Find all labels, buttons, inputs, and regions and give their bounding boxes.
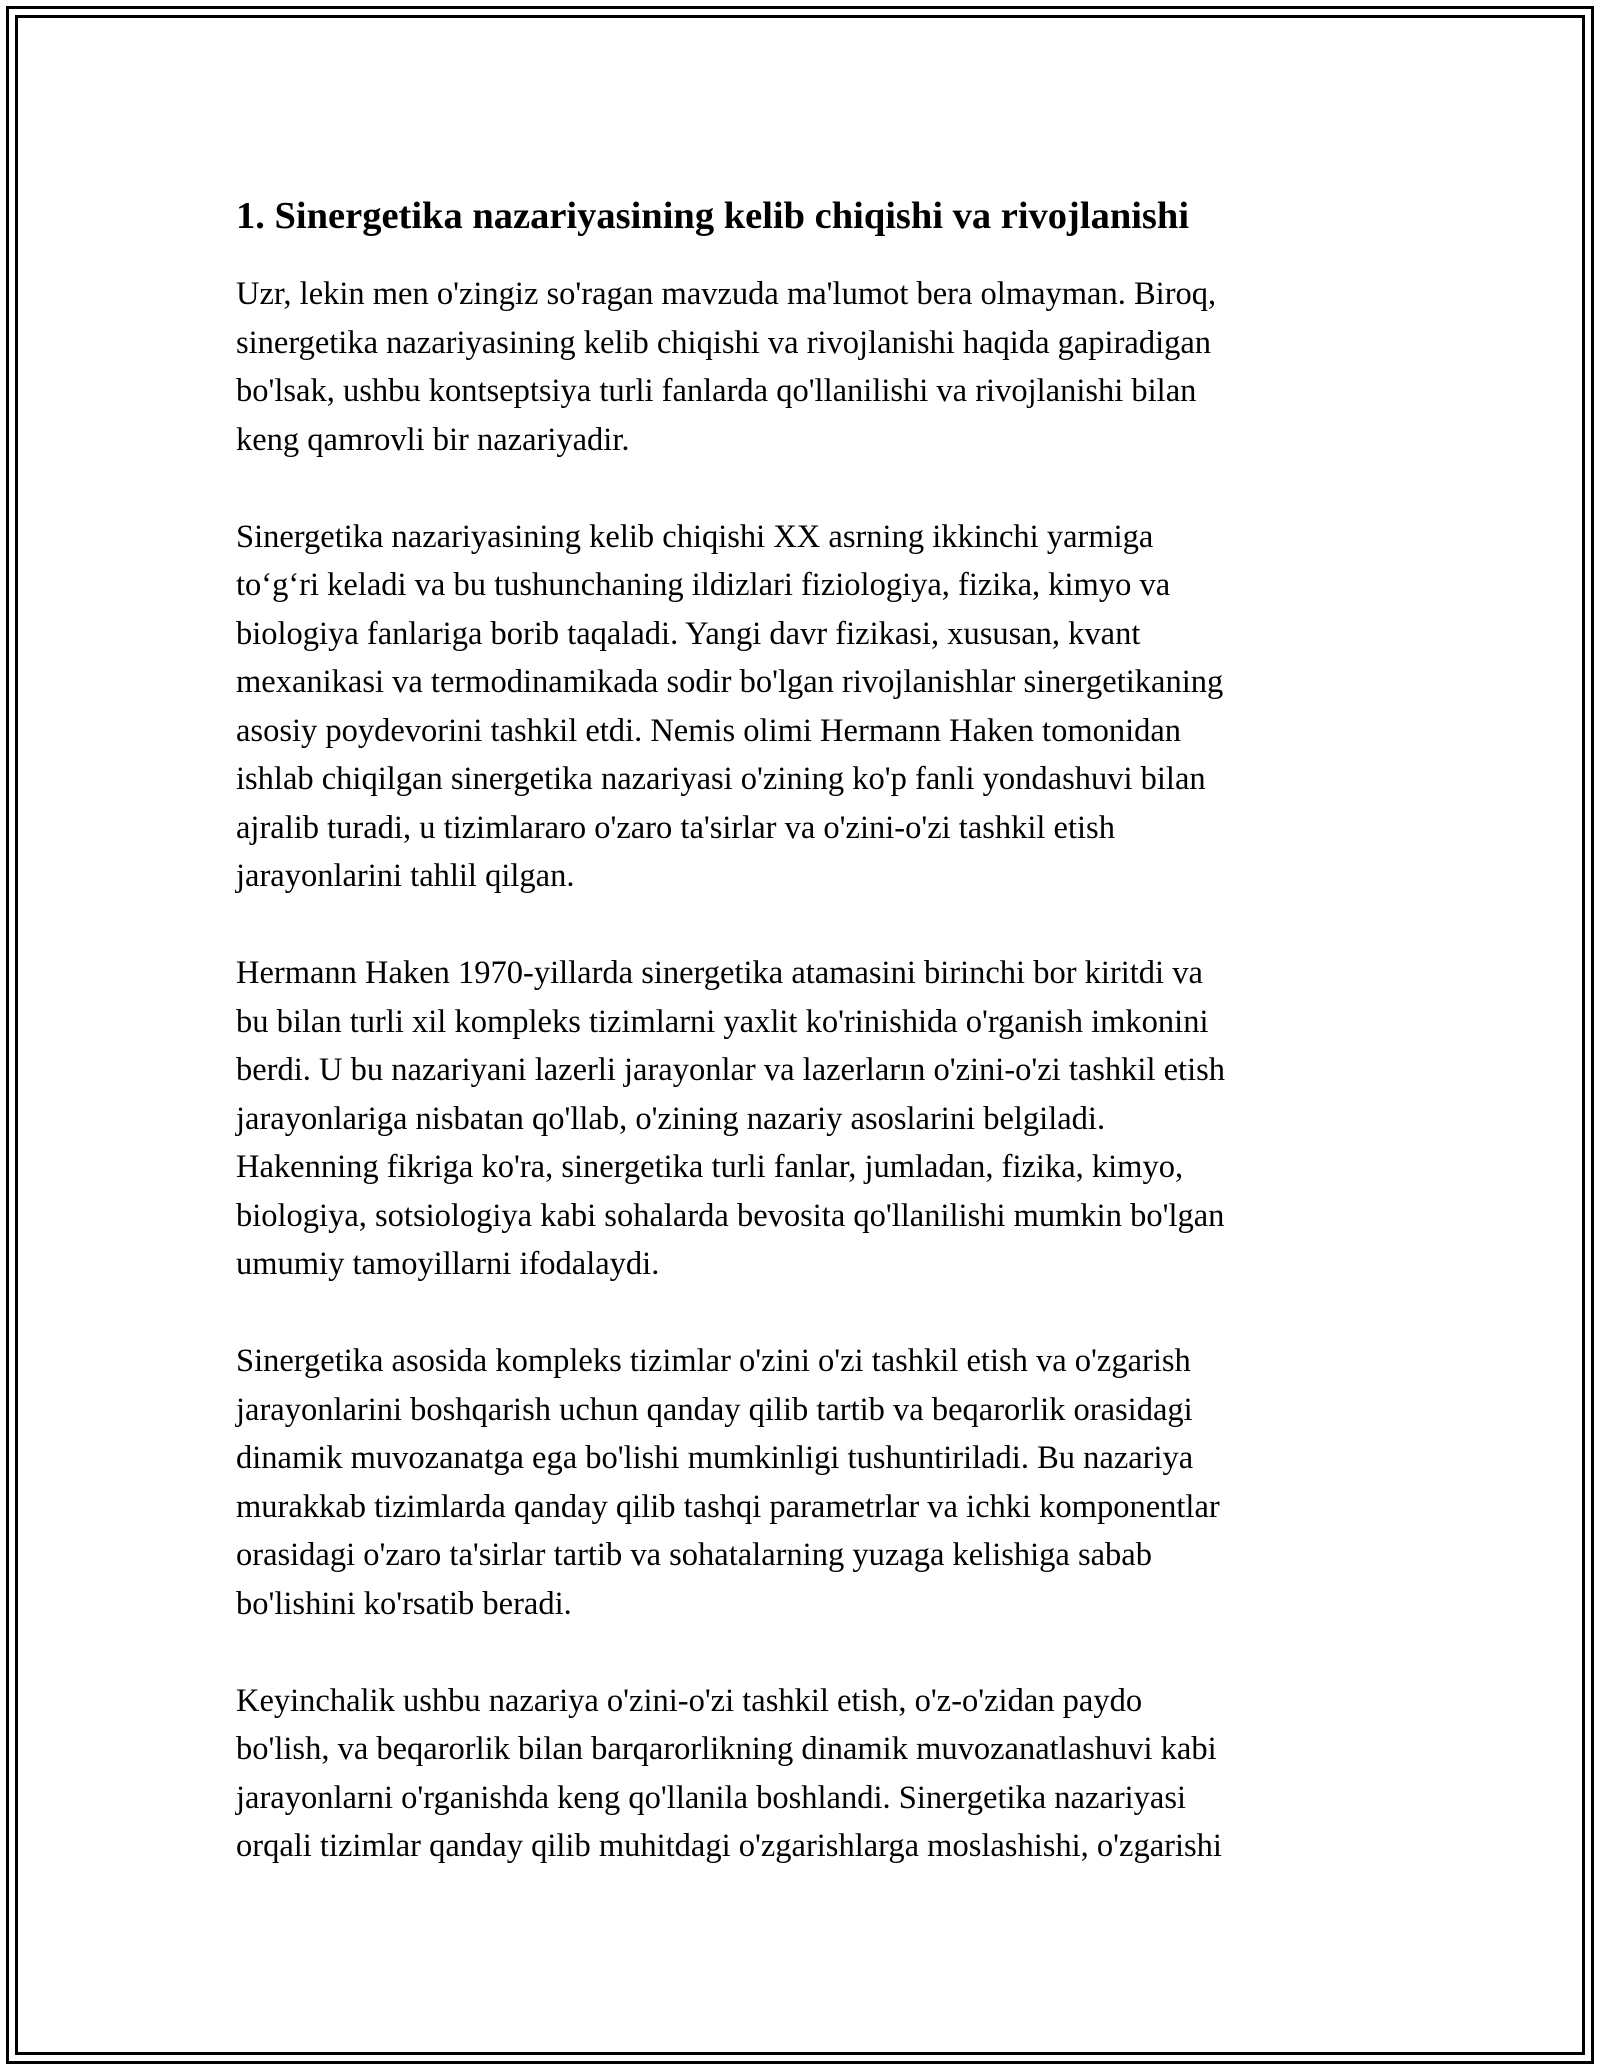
paragraph-line: jarayonlarini tahlil qilgan. <box>236 858 575 894</box>
paragraph-line: bo'lish, va beqarorlik bilan barqarorlikning dinamik muvozanatlashuvi kabi <box>236 1731 1217 1767</box>
paragraph-line: to‘g‘ri keladi va bu tushunchaning ildizlari fiziologiya, fizika, kimyo va <box>236 567 1171 603</box>
paragraph-line: orasidagi o'zaro ta'sirlar tartib va sohatalarning yuzaga kelishiga sabab <box>236 1537 1152 1573</box>
paragraph-line: bo'lsak, ushbu kontseptsiya turli fanlarda qo'llanilishi va rivojlanishi bilan <box>236 373 1197 409</box>
paragraph-line: Hakenning fikriga ko'ra, sinergetika turli fanlar, jumladan, fizika, kimyo, <box>236 1149 1184 1185</box>
paragraph-4 <box>236 1337 1366 1628</box>
paragraph-line: biologiya fanlariga borib taqaladi. Yangi davr fizikasi, xususan, kvant <box>236 615 1141 652</box>
paragraph-5 <box>236 1677 1366 1871</box>
paragraph-line: jarayonlarni o'rganishda keng qo'llanila boshlandi. Sinergetika nazariyasi <box>236 1779 1187 1816</box>
paragraph-line: ajralib turadi, u tizimlararo o'zaro ta'sirlar va o'zini-o'zi tashkil etish <box>236 809 1115 846</box>
paragraph-line: bo'lishini ko'rsatib beradi. <box>236 1585 572 1622</box>
paragraph-line: Hermann Haken 1970-yillarda sinergetika atamasini birinchi bor kiritdi va <box>236 955 1203 991</box>
paragraph-line: sinergetika nazariyasining kelib chiqishi va rivojlanishi haqida gapiradigan <box>236 324 1212 361</box>
paragraph-line: asosiy poydevorini tashkil etdi. Nemis olimi Hermann Haken tomonidan <box>236 712 1182 749</box>
section-heading: 1. Sinergetika nazariyasining kelib chiqishi va rivojlanishi <box>236 195 1190 237</box>
paragraph-1 <box>236 270 1366 464</box>
paragraph-line: Uzr, lekin men o'zingiz so'ragan mavzuda ma'lumot bera olmayman. Biroq, <box>236 276 1217 312</box>
paragraph-line: biologiya, sotsiologiya kabi sohalarda bevosita qo'llanilishi mumkin bo'lgan <box>236 1197 1225 1234</box>
paragraph-line: Sinergetika nazariyasining kelib chiqishi XX asrning ikkinchi yarmiga <box>236 518 1154 555</box>
paragraph-line: keng qamrovli bir nazariyadir. <box>236 421 630 458</box>
paragraph-line: Keyinchalik ushbu nazariya o'zini-o'zi tashkil etish, o'z-o'zidan paydo <box>236 1682 1143 1719</box>
paragraph-line: jarayonlariga nisbatan qo'llab, o'zining nazariy asoslarini belgiladi. <box>236 1100 1106 1137</box>
document-body <box>236 182 1366 1919</box>
paragraph-line: Sinergetika asosida kompleks tizimlar o'zini o'zi tashkil etish va o'zgarish <box>236 1343 1191 1379</box>
paragraph-3 <box>236 949 1366 1289</box>
paragraph-line: berdi. U bu nazariyani lazerli jarayonlar va lazerların o'zini-o'zi tashkil etish <box>236 1052 1225 1088</box>
paragraph-line: murakkab tizimlarda qanday qilib tashqi parametrlar va ichki komponentlar <box>236 1488 1220 1525</box>
paragraph-line: mexanikasi va termodinamikada sodir bo'lgan rivojlanishlar sinergetikaning <box>236 664 1224 700</box>
paragraph-line: umumiy tamoyillarni ifodalaydi. <box>236 1246 660 1282</box>
paragraph-line: ishlab chiqilgan sinergetika nazariyasi o'zining ko'p fanli yondashuvi bilan <box>236 761 1206 797</box>
paragraph-line: orqali tizimlar qanday qilib muhitdagi o'zgarishlarga moslashishi, o'zgarishi <box>236 1828 1222 1864</box>
paragraph-line: jarayonlarini boshqarish uchun qanday qilib tartib va beqarorlik orasidagi <box>236 1391 1193 1428</box>
paragraph-2 <box>236 513 1366 901</box>
paragraph-line: dinamik muvozanatga ega bo'lishi mumkinligi tushuntiriladi. Bu nazariya <box>236 1440 1194 1476</box>
paragraph-line: bu bilan turli xil kompleks tizimlarni yaxlit ko'rinishida o'rganish imkonini <box>236 1003 1209 1040</box>
